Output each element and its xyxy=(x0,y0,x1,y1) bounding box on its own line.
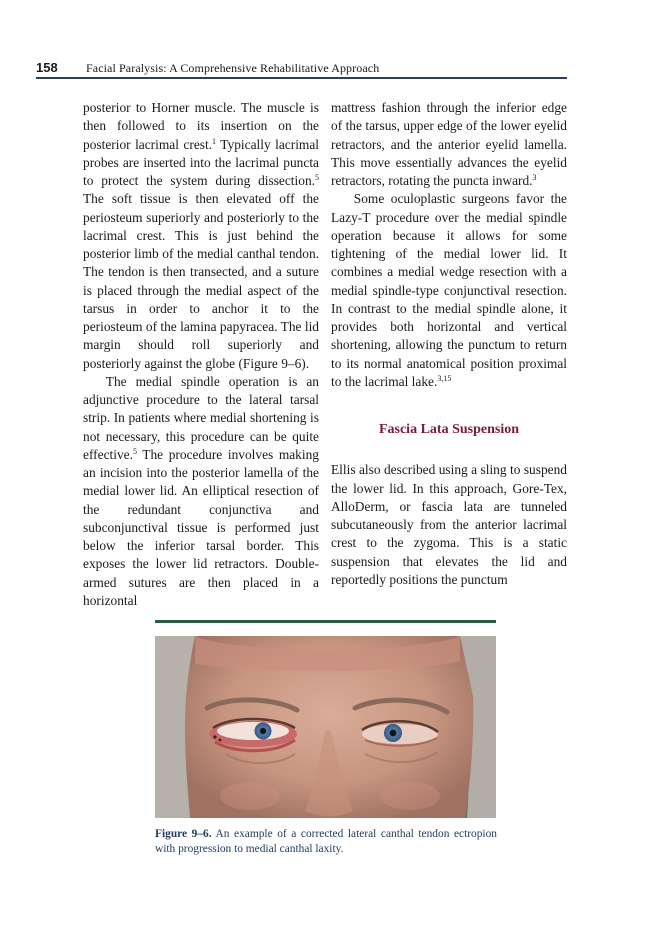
patient-face-photo xyxy=(155,636,496,818)
figure-caption xyxy=(155,827,497,857)
paragraph: posterior to Horner muscle. The muscle is then followed to its insertion on the posterior lacrimal crest.$^1$ Typically lacrimal probes are inserted into the lacrimal puncta to protect the system during dissection.$^5$ The soft tissue is then elevated off the periosteum superiorly and posteriorly to the lacrimal crest. This is just behind the posterior limb of the medial canthal tendon. The tendon is then transected, and a suture is placed through the medial aspect of the tarsus in order to anchor it to the periosteum of the lamina papyracea. The lid margin should roll superiorly and posteriorly against the globe (Figure 9–6). xyxy=(83,100,319,371)
page-number: 158 xyxy=(36,60,58,75)
figure-label: Figure 9–6. xyxy=(155,828,212,840)
citation: 5 xyxy=(132,446,137,456)
left-column xyxy=(83,99,319,610)
paragraph: mattress fashion through the inferior edge of the tarsus, upper edge of the lower eyelid retractors, and the anterior eyelid lamella. This move essentially advances the eyelid retractors, rotating the puncta inward.$^3$ xyxy=(331,100,567,188)
section-heading: Fascia Lata Suspension xyxy=(378,422,520,437)
caption-text: An example of a corrected lateral canthal tendon ectropion with progression to medial canthal laxity. xyxy=(155,828,497,855)
header-rule xyxy=(36,77,567,79)
citation: 3 xyxy=(532,173,537,182)
paragraph: Some oculoplastic surgeons favor the Lazy-T procedure over the medial spindle operation because it allows for some tightening of the medial lower lid. It combines a medial wedge resection with a medial spindle-type conjunctival resection. In contrast to the medial spindle alone, it provides both horizontal and vertical shortening, allowing the punctum to return to its normal anatomical position proximal to the lacrimal lake.$^{3,15}$ xyxy=(331,191,567,389)
citation: 5 xyxy=(315,173,319,182)
right-column xyxy=(331,99,567,589)
paragraph: Ellis also described using a sling to suspend the lower lid. In this approach, Gore-Tex, AlloDerm, or fascia lata are tunneled subcutaneously from the anterior lacrimal crest to the zygoma. This is a static suspension that elevates the lid and reportedly positions the punctum xyxy=(331,462,567,587)
citation: 1 xyxy=(212,136,217,146)
running-title: Facial Paralysis: A Comprehensive Rehabilitative Approach xyxy=(86,61,380,75)
figure-rule xyxy=(155,620,496,623)
citation: 3,15 xyxy=(437,373,452,383)
paragraph: The medial spindle operation is an adjunctive procedure to the lateral tarsal strip. In patients where medial shortening is not necessary, this procedure can be quite effective.$^5$ The procedure involves making an incision into the posterior lamella of the medial lower lid. An elliptical resection of the redundant conjunctiva and subconjunctival tissue is performed just below the inferior tarsal border. This exposes the lower lid retractors. Double-armed sutures are then placed in a horizontal xyxy=(83,373,319,608)
figure-photo xyxy=(155,636,496,818)
